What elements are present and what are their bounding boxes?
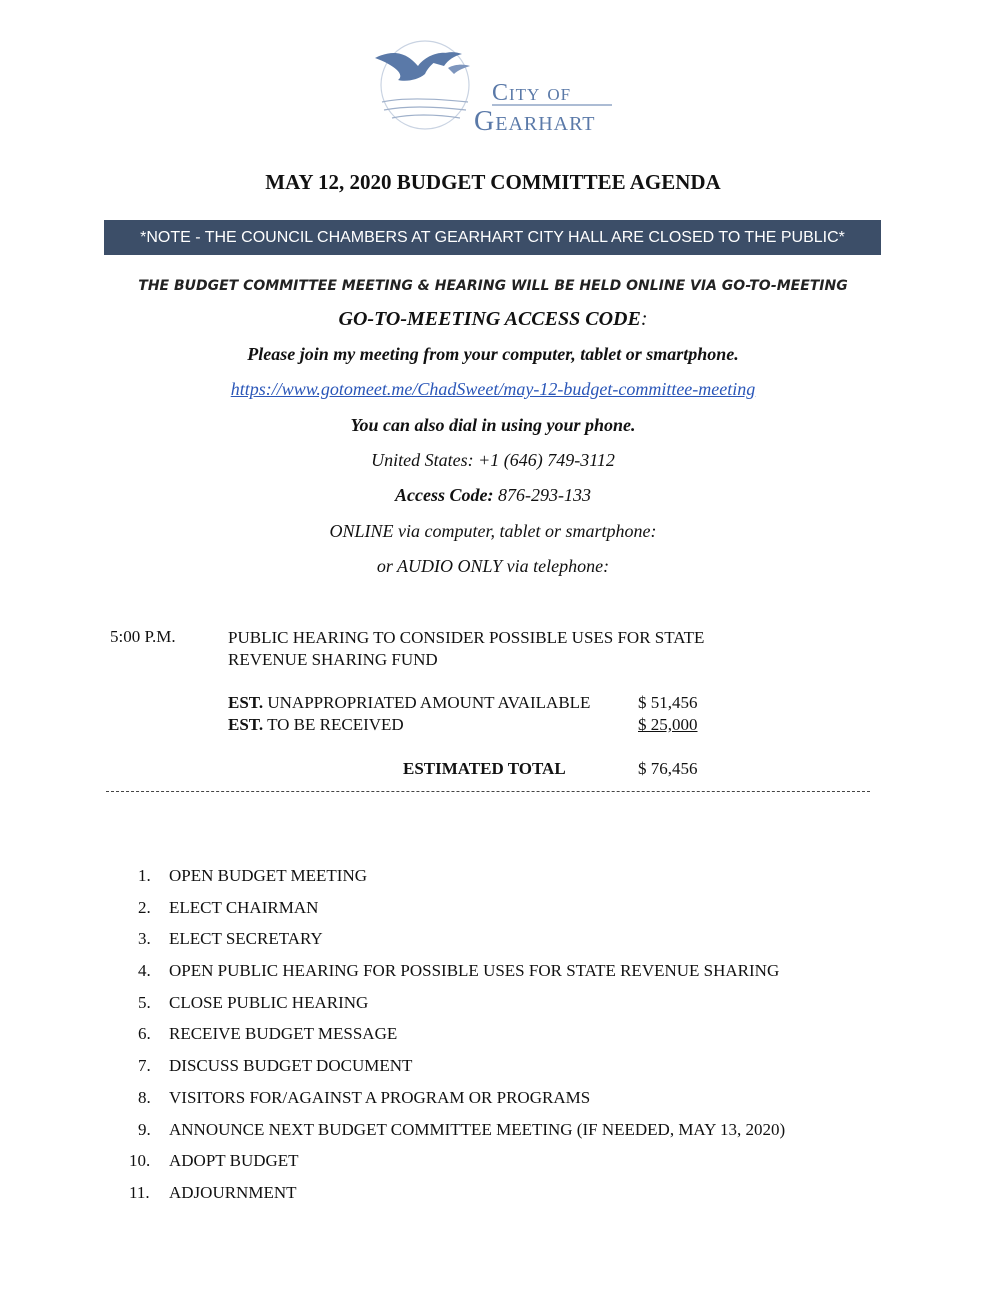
- agenda-item: 2. ELECT CHAIRMAN: [138, 897, 319, 917]
- estimated-total-label: ESTIMATED TOTAL: [403, 759, 566, 778]
- est-received-value: $ 25,000: [638, 715, 698, 734]
- est-received-label: EST. TO BE RECEIVED: [228, 715, 404, 734]
- agenda-item: 1. OPEN BUDGET MEETING: [138, 866, 368, 885]
- hearing-line-1: PUBLIC HEARING TO CONSIDER POSSIBLE USES FOR STATE: [228, 628, 705, 647]
- online-notice: THE BUDGET COMMITTEE MEETING & HEARING WILL BE HELD ONLINE VIA GO-TO-MEETING: [138, 278, 848, 294]
- page-title: MAY 12, 2020 BUDGET COMMITTEE AGENDA: [265, 170, 721, 194]
- meeting-link[interactable]: https://www.gotomeet.me/ChadSweet/may-12-budget-committee-meeting: [230, 379, 756, 399]
- access-code: Access Code: 876-293-133: [395, 485, 591, 505]
- agenda-item: 11. ADJOURNMENT: [129, 1182, 297, 1202]
- logo-city-text: City of: [492, 80, 572, 106]
- online-option: ONLINE via computer, tablet or smartphone:: [329, 521, 657, 541]
- agenda-list: [129, 866, 786, 1215]
- agenda-item: 6. RECEIVE BUDGET MESSAGE: [138, 1024, 398, 1044]
- audio-option: or AUDIO ONLY via telephone:: [376, 556, 610, 576]
- agenda-item: 9. ANNOUNCE NEXT BUDGET COMMITTEE MEETING (IF NEEDED, MAY 13, 2020): [138, 1119, 786, 1139]
- agenda-item: 10. ADOPT BUDGET: [129, 1151, 299, 1171]
- agenda-item: 8. VISITORS FOR/AGAINST A PROGRAM OR PROGRAMS: [138, 1087, 591, 1107]
- join-instructions: Please join my meeting from your computer, tablet or smartphone.: [247, 344, 739, 364]
- hearing-line-2: REVENUE SHARING FUND: [228, 650, 438, 669]
- hearing-time: 5:00 P.M.: [110, 627, 176, 646]
- city-logo: [370, 40, 620, 140]
- divider: [106, 791, 870, 792]
- hearing-description: [228, 627, 704, 671]
- dial-in-text: You can also dial in using your phone.: [350, 415, 636, 435]
- closure-notice-banner: *NOTE - THE COUNCIL CHAMBERS AT GEARHART CITY HALL ARE CLOSED TO THE PUBLIC*: [104, 220, 881, 255]
- agenda-item: 7. DISCUSS BUDGET DOCUMENT: [138, 1056, 413, 1076]
- est-unappropriated-value: $ 51,456: [638, 693, 698, 712]
- estimated-total-value: $ 76,456: [638, 759, 698, 778]
- agenda-item: 4. OPEN PUBLIC HEARING FOR POSSIBLE USES FOR STATE REVENUE SHARING: [138, 961, 780, 981]
- agenda-item: 5. CLOSE PUBLIC HEARING: [138, 992, 369, 1012]
- agenda-item: 3. ELECT SECRETARY: [138, 929, 323, 949]
- est-unappropriated-label: EST. UNAPPROPRIATED AMOUNT AVAILABLE: [228, 693, 591, 712]
- phone-number: United States: +1 (646) 749-3112: [371, 450, 615, 470]
- logo-name-text: Gearhart: [474, 106, 596, 137]
- access-code-heading: GO-TO-MEETING ACCESS CODE:: [338, 308, 648, 330]
